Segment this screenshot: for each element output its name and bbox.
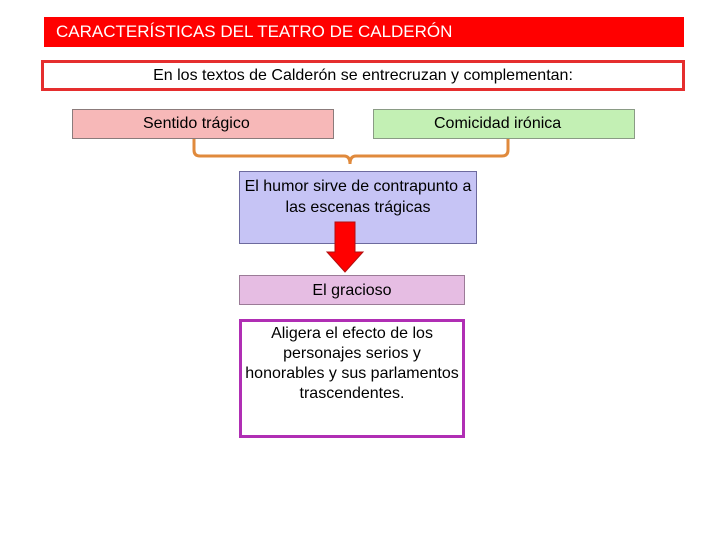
humor-box: El humor sirve de contrapunto a las escenas trágicas	[239, 171, 477, 244]
page-title: CARACTERÍSTICAS DEL TEATRO DE CALDERÓN	[44, 17, 684, 47]
intro-box: En los textos de Calderón se entrecruzan y complementan:	[41, 60, 685, 91]
ironic-comedy-box: Comicidad irónica	[373, 109, 635, 139]
brace-path	[194, 139, 508, 164]
aligera-box: Aligera el efecto de los personajes serios y honorables y sus parlamentos trascendentes.	[239, 319, 465, 438]
gracioso-box: El gracioso	[239, 275, 465, 305]
tragic-sense-box: Sentido trágico	[72, 109, 334, 139]
